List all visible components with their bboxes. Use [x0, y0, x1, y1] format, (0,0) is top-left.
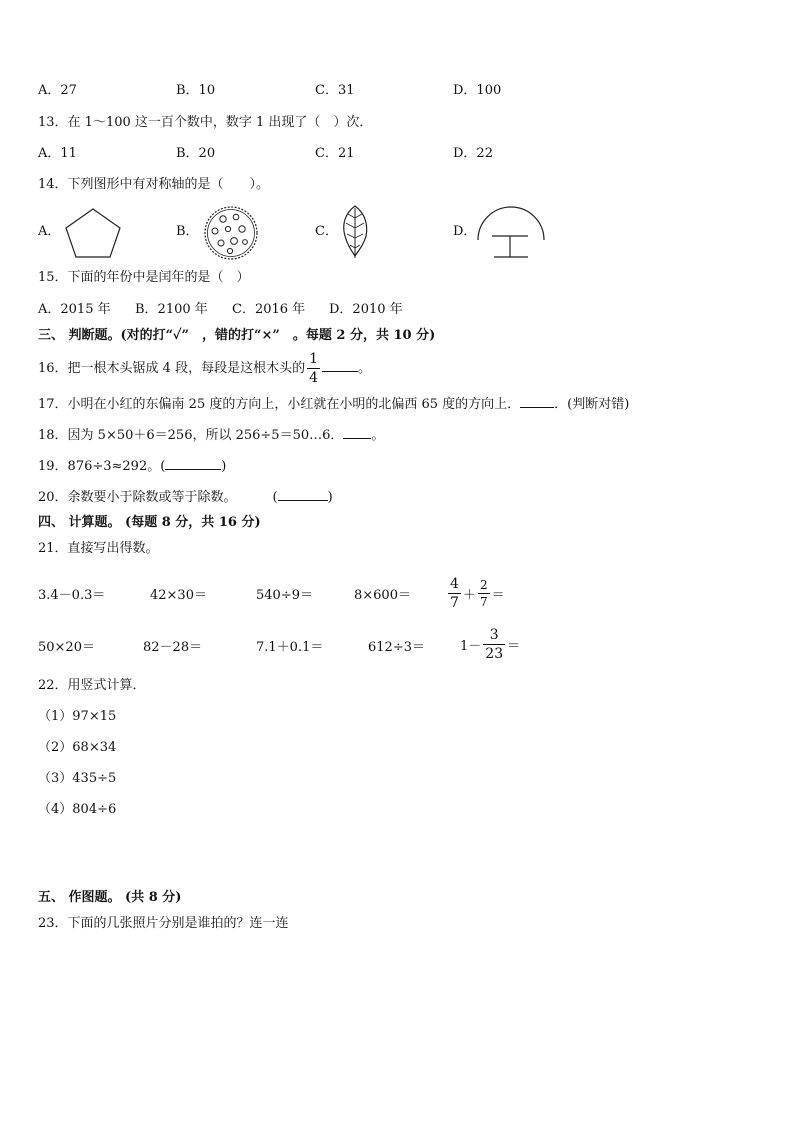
q21-f3-denominator: 23	[485, 646, 504, 662]
q22-item-4: （4）804÷6	[38, 802, 117, 817]
q16-answer-blank[interactable]	[322, 359, 358, 372]
q21-item-10	[460, 628, 520, 661]
q18-question	[38, 426, 384, 445]
q21-equals-2: ＝	[507, 639, 521, 654]
q18-answer-blank[interactable]	[343, 426, 371, 439]
q16-numerator: 1	[309, 351, 318, 367]
pentagon-figure	[64, 207, 122, 259]
q21-f1-denominator: 7	[450, 595, 459, 611]
q13-option-c[interactable]: C．21	[315, 146, 355, 161]
q21-item-7: 82－28＝	[143, 640, 203, 655]
q16-denominator: 4	[309, 370, 318, 386]
dotted-circle-figure	[203, 205, 259, 261]
q15-option-a[interactable]: A．2015 年	[38, 302, 111, 317]
q21-one-minus: 1－	[460, 639, 482, 654]
q21-item-2: 42×30＝	[150, 588, 207, 603]
q15-option-c[interactable]: C．2016 年	[232, 302, 306, 317]
q18-suffix: 。	[371, 428, 385, 443]
q13-question: 13．在 1～100 这一百个数中，数字 1 出现了（ ）次．	[38, 115, 373, 130]
section-5-heading: 五、 作图题。 (共 8 分)	[38, 890, 182, 905]
q21-item-4: 8×600＝	[354, 588, 411, 603]
q17-text: 17．小明在小红的东偏南 25 度的方向上，小红就在小明的北偏西 65 度的方向上．	[38, 397, 521, 412]
q15-option-d[interactable]: D．2010 年	[329, 302, 403, 317]
q21-item-9: 612÷3＝	[368, 640, 425, 655]
q12-option-d[interactable]: D．100	[453, 83, 502, 98]
q15-option-b[interactable]: B．2100 年	[135, 302, 208, 317]
q16-suffix: 。	[358, 361, 372, 376]
q21-f3-numerator: 3	[489, 627, 499, 643]
q15-question: 15．下面的年份中是闰年的是（ ）	[38, 270, 250, 285]
q22-item-3: （3）435÷5	[38, 771, 117, 786]
q21-f2-denominator: 7	[479, 595, 488, 609]
q17-answer-blank[interactable]	[520, 395, 554, 408]
q12-option-a[interactable]: A．27	[38, 83, 77, 98]
q16-fraction	[307, 352, 320, 385]
q22-item-2: （2）68×34	[38, 740, 117, 755]
q17-question	[38, 395, 629, 414]
q16-text: 16．把一根木头锯成 4 段，每段是这根木头的	[38, 361, 306, 376]
q14-option-a[interactable]: A．	[38, 224, 61, 239]
q21-item-8: 7.1＋0.1＝	[256, 640, 324, 655]
q17-suffix: ．(判断对错)	[554, 397, 630, 412]
q21-fraction-3-23	[483, 628, 505, 661]
q20-question	[38, 488, 333, 507]
q19-answer-blank[interactable]	[165, 457, 221, 470]
q14-option-b[interactable]: B．	[176, 224, 199, 239]
q21-item-5	[446, 577, 505, 610]
q23-question: 23．下面的几张照片分别是谁拍的？连一连	[38, 916, 289, 931]
semicircle-figure	[476, 204, 546, 260]
q14-option-d[interactable]: D．	[453, 224, 477, 239]
q22-item-1: （1）97×15	[38, 709, 117, 724]
q20-text: 20．余数要小于除数或等于除数。	[38, 490, 237, 505]
q13-option-d[interactable]: D．22	[453, 146, 493, 161]
leaf-figure	[340, 204, 370, 260]
q16-question	[38, 352, 371, 385]
q12-option-b[interactable]: B．10	[176, 83, 216, 98]
q21-item-3: 540÷9＝	[256, 588, 313, 603]
q21-fraction-2-7	[478, 579, 490, 608]
q20-open-paren: (	[272, 490, 278, 505]
q21-plus: ＋	[462, 588, 476, 603]
q21-fraction-4-7	[448, 577, 461, 610]
q21-f1-numerator: 4	[450, 576, 459, 592]
q13-option-a[interactable]: A．11	[38, 146, 77, 161]
q19-suffix: )	[221, 459, 227, 474]
q20-answer-blank[interactable]	[278, 488, 328, 501]
q21-question: 21．直接写出得数。	[38, 541, 159, 556]
q19-text: 19．876÷3≈292。(	[38, 459, 166, 474]
q13-option-b[interactable]: B．20	[176, 146, 216, 161]
q18-text: 18．因为 5×50＋6＝256，所以 256÷5＝50…6．	[38, 428, 344, 443]
q21-equals-1: ＝	[491, 588, 505, 603]
q21-item-1: 3.4－0.3＝	[38, 588, 106, 603]
q12-option-c[interactable]: C．31	[315, 83, 355, 98]
q22-question: 22．用竖式计算．	[38, 678, 146, 693]
q21-item-6: 50×20＝	[38, 640, 95, 655]
q14-option-c[interactable]: C．	[315, 224, 338, 239]
q19-question	[38, 457, 226, 476]
q14-question: 14．下列图形中有对称轴的是（ ）。	[38, 177, 270, 192]
q20-close-paren: )	[327, 490, 333, 505]
section-3-heading: 三、 判断题。(对的打“✓” ，错的打“×” 。每题 2 分，共 10 分)	[38, 328, 436, 343]
q21-f2-numerator: 2	[479, 578, 488, 592]
section-4-heading: 四、 计算题。 (每题 8 分，共 16 分)	[38, 515, 261, 530]
